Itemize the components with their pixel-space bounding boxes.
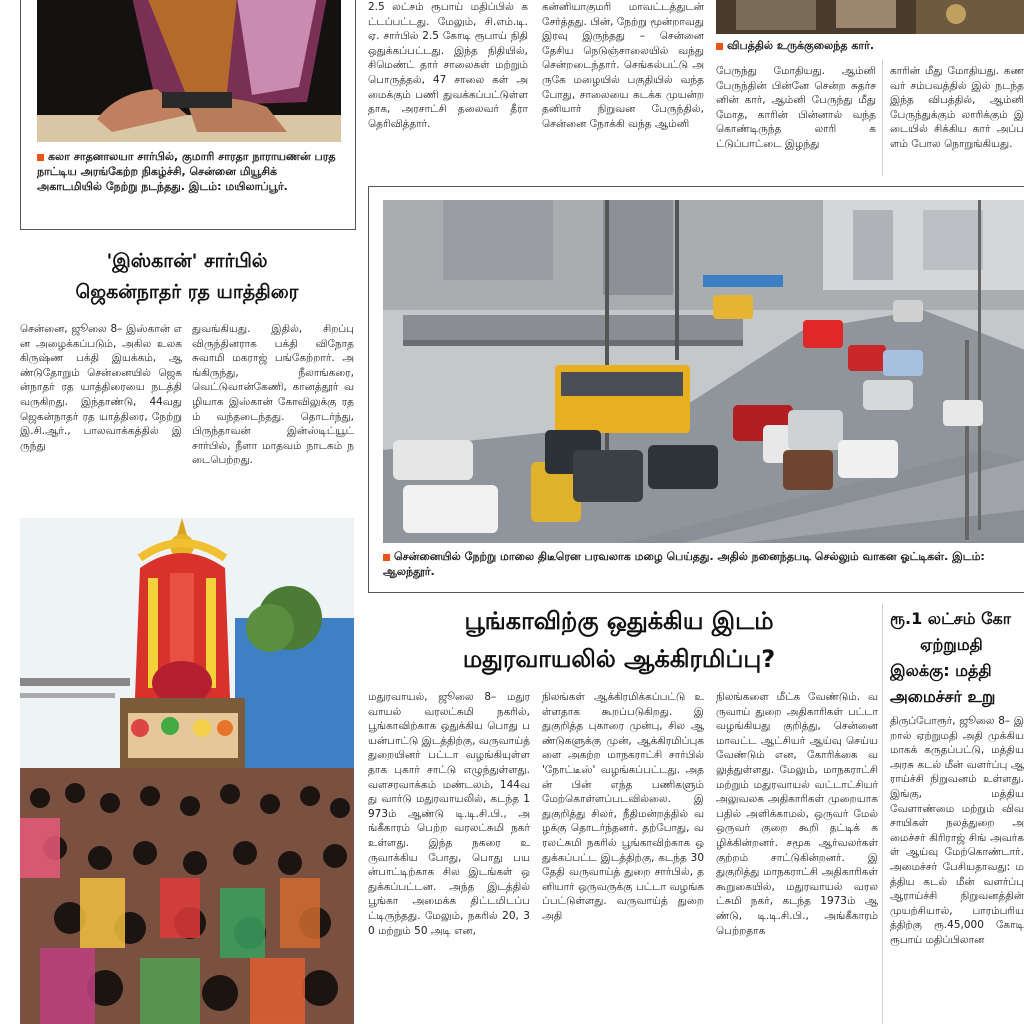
- park-headline-line-2: மதுரவாயலில் ஆக்கிரமிப்பு?: [462, 645, 776, 673]
- caption-bullet: [37, 154, 44, 161]
- caption-bullet: [383, 554, 390, 561]
- export-headline: [890, 606, 1024, 710]
- park-column-3: நிலங்களை மீட்க வேண்டும். வருவாய் துறை அதிகாரிகள் பட்டா வழங்கியது குறித்து, சென்னை மாவட்ட ஆட்சியர் ஆய்வு செய்ய வேண்டும் என, கோரிக்கை வலுத்துள்ளது. மேலும், மாநகராட்சி மற்றும் மதுரவாயல் வட்டாட்சியர் அலுவலக அதிகாரிகள் முறையாக பதில் அளிக்காமல், ஒருவர் மேல் ஒருவர் குறை கூறி தட்டிக் கழிக்கின்றனர். சமூக ஆர்வலர்கள் குற்றம் சாட்டுகின்றனர். இதுகுறித்து மாநகராட்சி அதிகாரிகள் கூறுகையில், மதுரவாயல் வரலட்சுமி நகர், கடந்த 1973ம் ஆண்டு, டி.டி.சி.பி., அங்கீகாரம் பெற்றதாக: [716, 691, 878, 937]
- export-headline-line-2: ஏற்றுமதி: [920, 635, 983, 654]
- export-headline-line-1: ரூ.1 லட்சம் கோ: [890, 609, 1012, 628]
- park-headline: [370, 602, 868, 678]
- top-middle-column-1: 2.5 லட்சம் ரூபாய் மதிப்பில் கட்டப்பட்டது. மேலும், சி.எம்.டி.ஏ. சார்பில் 2.5 கோடி ரூபாய் நிதி ஒதுக்கப்பட்டது. இந்த நிதியில், சிமெண்ட் தார் சாலைகள் மற்றும் பொருத்தல், 47 சாலை கள் அமைக்கும் பணி துவக்கப்பட்டுள்ளதாக, அரசாட்சி தலைவர் தீரா தெரிவித்தார்.: [368, 1, 528, 130]
- iskcon-headline-line-1: 'இஸ்கான்' சார்பில்: [106, 250, 268, 272]
- column-divider: [882, 60, 883, 176]
- iskcon-column-2: துவங்கியது. இதில், சிறப்பு விருந்தினராக பக்தி விநோத சுவாமி மகராஜ் பங்கேற்றார். அங்கிருந்து, நீலாங்கரை, வெட்டுவான்கேணி, கானத்தூர் வழியாக இஸ்கான் கோவிலுக்கு ரதம் வந்தடைந்தது. தொடர்ந்து, பிருந்தாவன் இன்ஸ்டிட்யூட் சார்பில், நீளா மாதவம் நாடகம் நடைபெற்றது.: [192, 323, 354, 467]
- iskcon-headline-line-2: ஜெகன்நாதர் ரத யாத்திரை: [75, 281, 299, 303]
- rain-photo-caption: சென்னையில் நேற்று மாலை திடீரென பரவலாக மழை பெய்தது. அதில் நனைந்தபடி செல்லும் வாகன ஓட்டிகள். இடம்: ஆலந்தூர்.: [383, 550, 985, 578]
- accident-photo-caption: விபத்தில் உருக்குலைந்த கார்.: [716, 38, 1016, 54]
- top-left-story-box: [20, 0, 356, 230]
- top-right-column-2: காரின் மீது மோதியது. கணவர் சம்பவத்தில் இல் நடந்த இந்த விபத்தில், ஆம்னி பேருந்துக்கும் லாரிக்கும் இடையில் சிக்கிய கார் அப்பளம் போல நொறுங்கியது.: [890, 65, 1024, 150]
- dancer-photo: [37, 0, 341, 142]
- top-right-column-1: பேருந்து மோதியது. ஆம்னி பேருந்தின் பின்னே சென்ற சுதர்சனின் கார், ஆம்னி பேருந்து மீது மோத, காரின் பின்னால் வந்த கொண்டிருந்த லாரி கட்டுப்பாட்டை இழந்து: [716, 65, 876, 150]
- park-column-1: மதுரவாயல், ஜூலை 8– மதுரவாயல் வரலட்சுமி நகரில், பூங்காவிற்காக ஒதுக்கிய பொது பயன்பாட்டு இடத்திற்கு, வருவாய்த் துறையினர் பட்டா வழங்கியுள்ளதாக புகார் சாட்டு எழுந்துள்ளது. வளசரவாக்கம் மண்டலம், 144வது வார்டு மதுரவாயலில், கடந்த 1973ம் ஆண்டு டி.டி.சி.பி., அங்கீகாரம் பெற்ற வரலட்சுமி நகர் உள்ளது. இந்த நகரை உருவாக்கிய போது, பொது பயன்பாட்டிற்காக சில இடங்கள் ஒதுக்கப்பட்டன. அந்த இடத்தில் பூங்கா அமைக்க திட்டமிடப்பட்டிருந்தது. மேலும், நகரில் 20, 30 மற்றும் 50 அடி என,: [368, 691, 530, 937]
- export-column-1: திருப்போரூர், ஜூலை 8– இறால் ஏற்றுமதி அதி முக்கியமாகக் கருதப்பட்டு, மத்திய அரசு கடல் மீன் வளர்ப்பு ஆராய்ச்சி நிறுவனம் உள்ளது. இங்கு, மத்திய வேளாண்மை மற்றும் விவசாயிகள் நலத்துறை அமைச்சர் கிரிராஜ் சிங் அவர்கள் ஆய்வு மேற்கொண்டார். அமைச்சர் பேசியதாவது: மத்திய கடல் மீன் வளர்ப்பு ஆராய்ச்சி நிறுவனத்தின் முயற்சியால், பாரம்பரியத்திற்கு ரூ.45,000 கோடி ரூபாய் மதிப்பிலான: [890, 715, 1024, 946]
- chariot-festival-photo: [20, 518, 354, 1024]
- export-headline-line-4: அமைச்சர் உறு: [890, 687, 996, 706]
- rain-photo-box: [368, 186, 1024, 593]
- column-divider: [882, 604, 883, 1024]
- rain-traffic-photo: [383, 200, 1024, 543]
- iskcon-headline: [20, 246, 354, 308]
- iskcon-column-1: சென்னை, ஜூலை 8– இஸ்கான் என அழைக்கப்படும், அகில உலக கிருஷ்ண பக்தி இயக்கம், ஆண்டுதோறும் சென்னையில் ஜெகன்நாதர் ரத யாத்திரையை நடத்தி வருகிறது. இந்தாண்டு, 44வது ஜெகன்நாதர் ரத யாத்திரை, நேற்று இ.சி.ஆர்., பாலவாக்கத்தில் இருந்து: [20, 323, 182, 452]
- park-headline-line-1: பூங்காவிற்கு ஒதுக்கிய இடம்: [464, 607, 774, 635]
- export-headline-line-3: இலக்கு: மத்தி: [890, 661, 992, 680]
- park-column-2: நிலங்கள் ஆக்கிரமிக்கப்பட்டு உள்ளதாக கூறப்படுகிறது. இதுகுறித்த புகாரை முன்பு, சில ஆண்டுகளுக்கு முன், ஆக்கிரமிப்புகளை அகற்ற மாநகராட்சி சார்பில் 'நோட்டீஸ்' வழங்கப்பட்டது. அதன் பின் எந்த பணிகளும் மேற்கொள்ளப்படவில்லை. இதுகுறித்து சிலர், நீதிமன்றத்தில் வழக்கு தொடர்ந்தனர். தற்போது, வரலட்சுமி நகரில் பூங்காவிற்காக ஒதுக்கப்பட்ட இடத்திற்கு, கடந்த 30 தேதி வருவாய்த் துறை சார்பில், தனியார் ஒருவருக்கு பட்டா வழங்கப்பட்டுள்ளது. வருவாய்த் துறை அதி: [542, 691, 704, 922]
- accident-photo: [716, 0, 1024, 34]
- caption-bullet: [716, 43, 723, 50]
- top-middle-column-2: கன்னியாகுமரி மாவட்டத்துடன் சேர்த்தது. பின், நேற்று மூன்றாவது இரவு இருந்தது – சென்னை தேசிய நெடுஞ்சாலையில் வந்து சென்றடைந்தார். செங்கல்பட்டு அருகே மழையில் பகுதியில் வந்த போது, சாலையை கடக்க முயன்ற தனியார் நிறுவன பேருந்தில், சென்னை நோக்கி வந்த ஆம்னி: [542, 1, 704, 130]
- dancer-photo-caption: கலா சாதனாலயா சார்பில், குமாரி சாரதா நாராயணன் பரத நாட்டிய அரங்கேற்ற நிகழ்ச்சி, சென்னை மியூசிக் அகாடமியில் நேற்று நடந்தது. இடம்: மயிலாப்பூர்.: [37, 150, 336, 193]
